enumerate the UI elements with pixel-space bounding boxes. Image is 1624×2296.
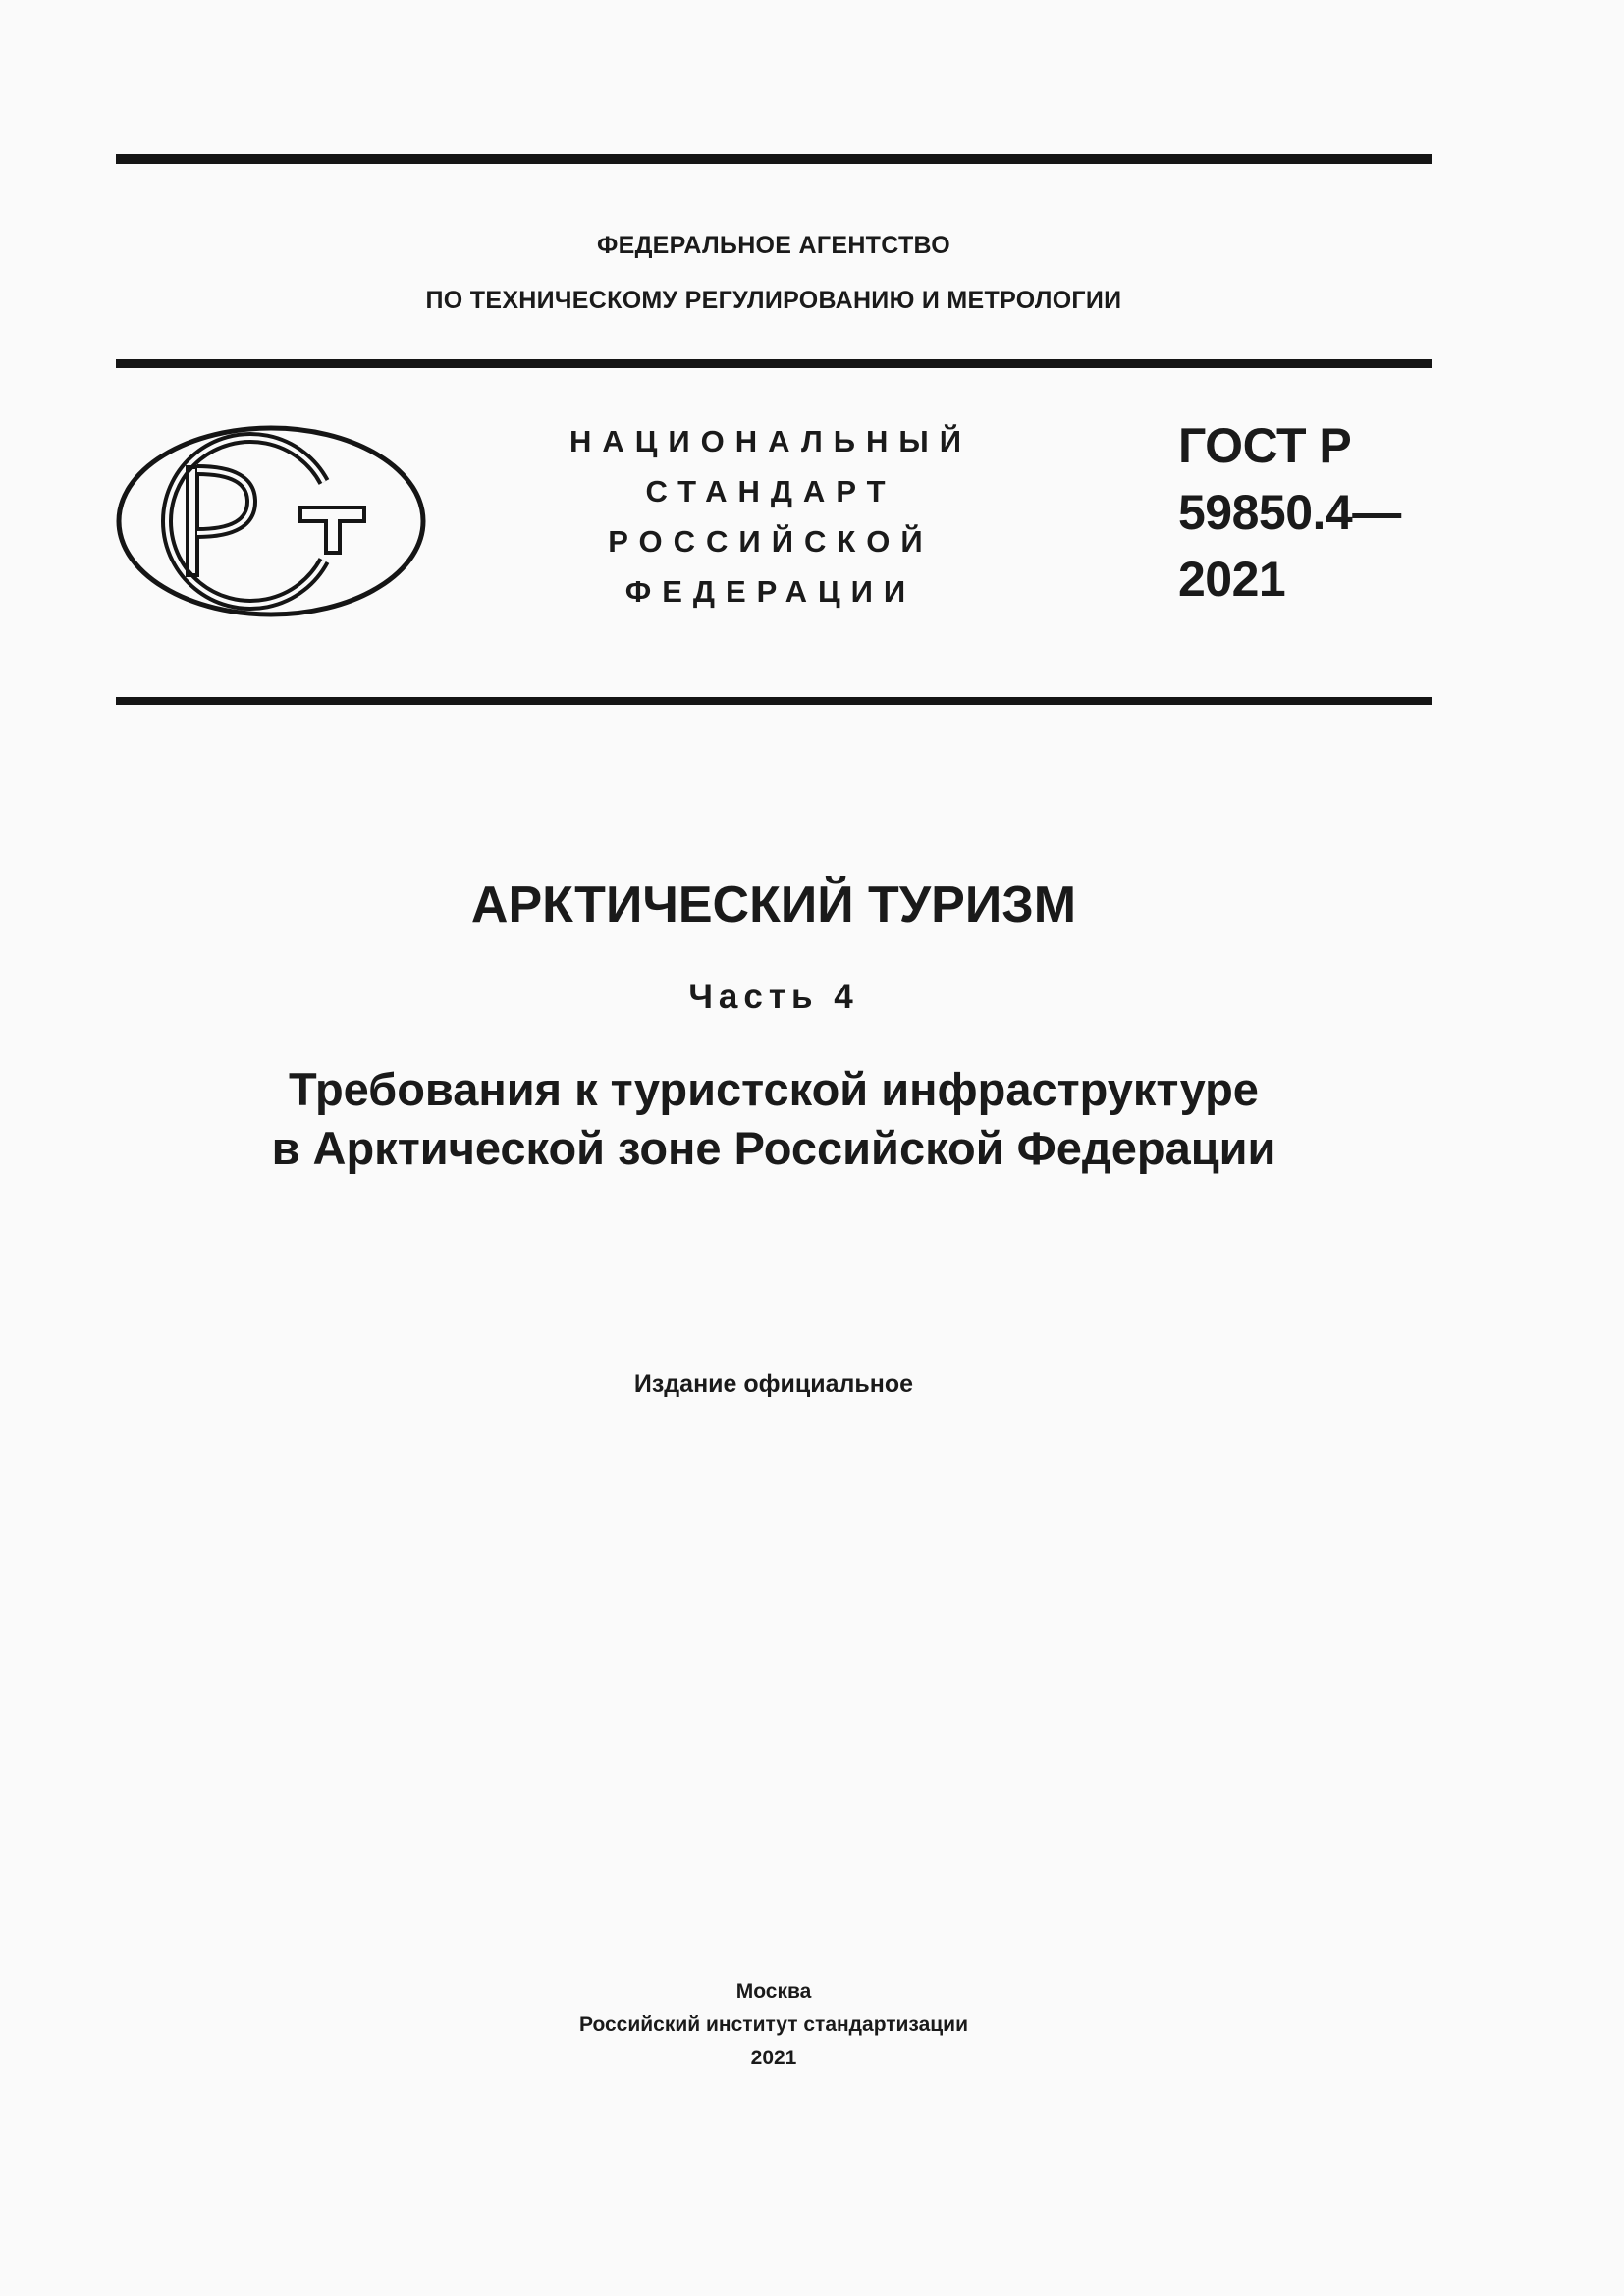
standard-type-line-3: РОССИЙСКОЙ — [608, 524, 934, 559]
imprint-year: 2021 — [750, 2047, 797, 2069]
designation-line-2: 59850.4— — [1178, 485, 1401, 540]
standard-type-line-1: НАЦИОНАЛЬНЫЙ — [568, 424, 973, 458]
part-number: Часть 4 — [688, 978, 859, 1016]
standard-type-line-4: ФЕДЕРАЦИИ — [624, 574, 917, 609]
standard-designation — [1178, 412, 1401, 613]
imprint — [116, 1975, 1432, 2075]
imprint-city: Москва — [735, 1980, 812, 2002]
standard-type — [550, 416, 992, 616]
designation-line-1: ГОСТ Р — [1178, 418, 1352, 473]
subtitle-line-1: Требования к туристской инфраструктуре — [289, 1063, 1259, 1115]
document-subtitle — [116, 1060, 1432, 1178]
rst-certification-mark-icon — [114, 423, 428, 619]
document-title: АРКТИЧЕСКИЙ ТУРИЗМ — [470, 877, 1077, 934]
agency-line-1: ФЕДЕРАЛЬНОЕ АГЕНТСТВО — [596, 232, 951, 259]
designation-line-3: 2021 — [1178, 552, 1286, 607]
top-rule — [116, 154, 1432, 164]
imprint-publisher: Российский институт стандартизации — [578, 2013, 969, 2036]
subtitle-line-2: в Арктической зоне Российской Федерации — [271, 1122, 1276, 1174]
edition-note: Издание официальное — [633, 1370, 914, 1398]
agency-header — [116, 218, 1432, 328]
bottom-rule — [116, 697, 1432, 705]
agency-line-2: ПО ТЕХНИЧЕСКОМУ РЕГУЛИРОВАНИЮ И МЕТРОЛОГИИ — [425, 287, 1122, 314]
middle-rule — [116, 359, 1432, 368]
standard-type-line-2: СТАНДАРТ — [645, 474, 896, 508]
